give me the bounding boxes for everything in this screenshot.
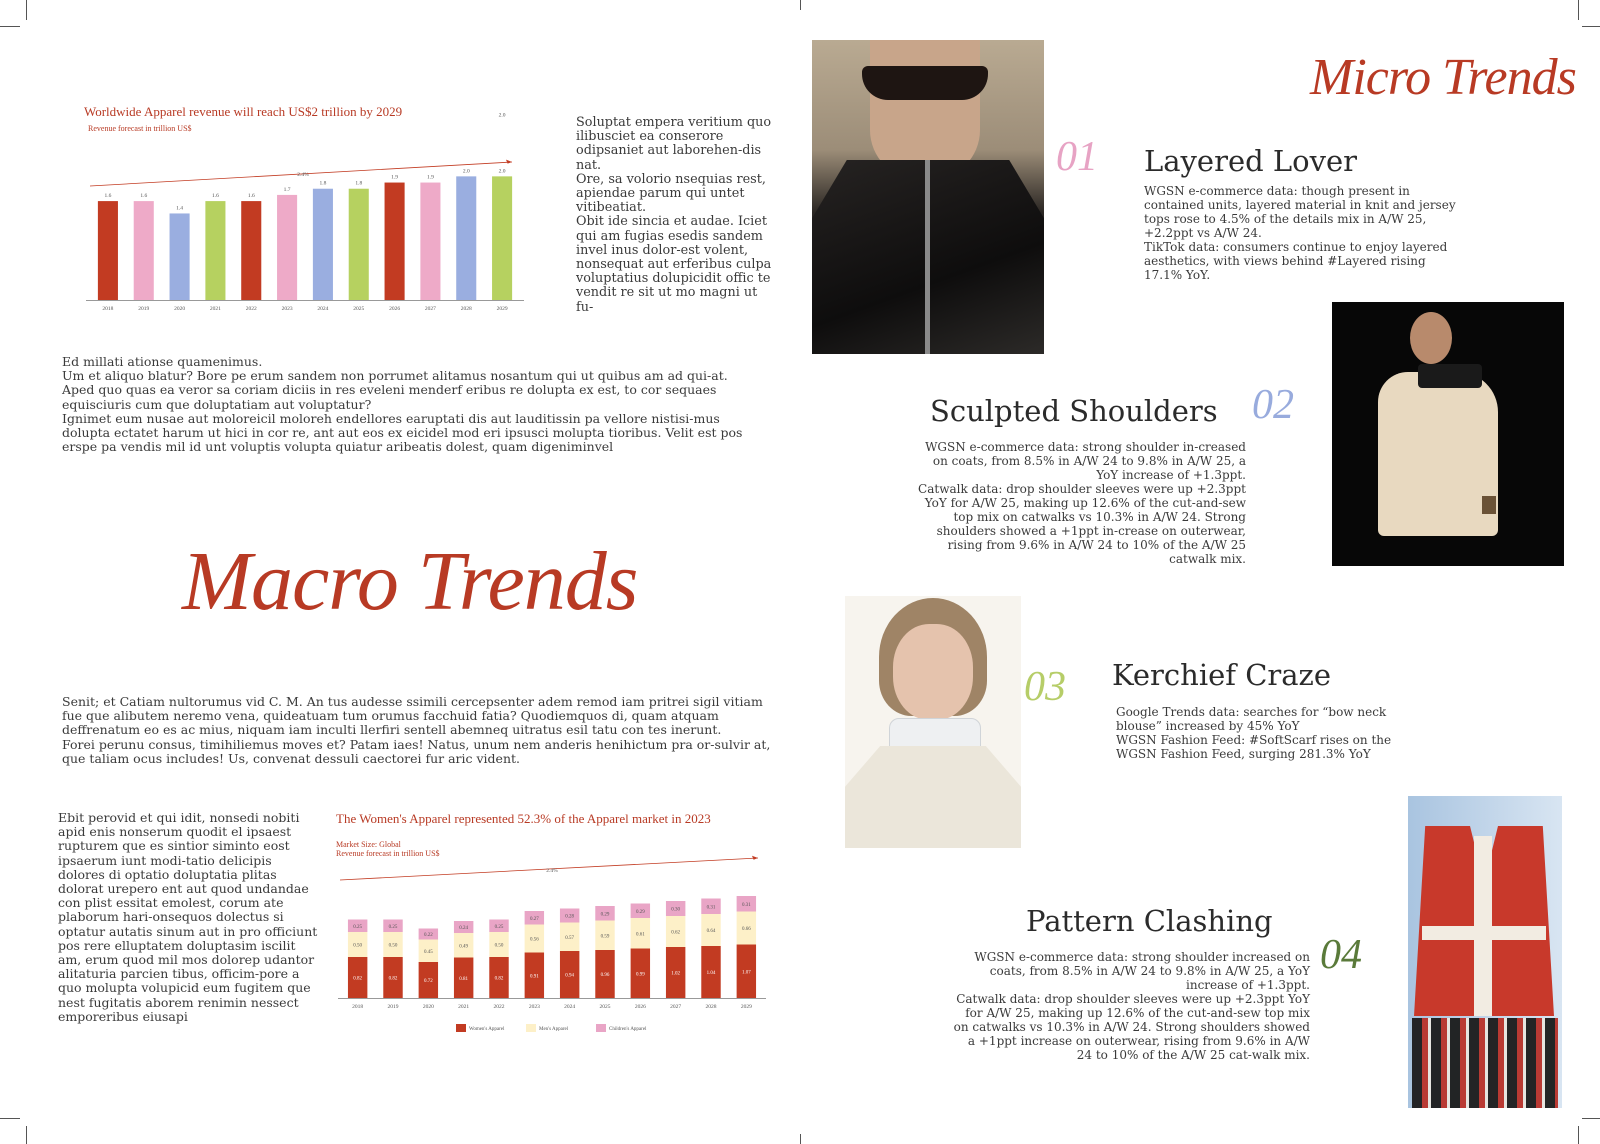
tick-label-2027: 2027	[424, 306, 436, 312]
data-label-2018-series-1: 0.50	[353, 943, 363, 949]
zipper	[925, 160, 930, 354]
trend-title-layered-lover: Layered Lover	[1144, 144, 1358, 178]
crop-mark	[1582, 1118, 1600, 1119]
crop-mark	[26, 1126, 27, 1144]
data-label-2025: 1.8	[355, 180, 363, 187]
tick-label-2029: 2029	[740, 1004, 752, 1010]
tick-label-2026: 2026	[634, 1004, 646, 1010]
data-label-2022-series-0: 0.82	[494, 976, 504, 982]
tick-label-2021: 2021	[209, 306, 221, 312]
trend-arrow-head	[506, 160, 512, 164]
macro-trends-title: Macro Trends	[182, 535, 638, 628]
womens-chart-plot	[334, 812, 774, 1052]
data-label-2028-series-2: 0.31	[706, 905, 716, 911]
data-label-2024-series-2: 0.28	[565, 914, 575, 920]
data-label-2024-series-0: 0.94	[565, 973, 575, 979]
photo-kerchief	[845, 596, 1021, 848]
micro-trends-title: Micro Trends	[1310, 49, 1576, 106]
data-label-2025-series-0: 0.96	[600, 973, 610, 978]
trend-title-pattern-clashing: Pattern Clashing	[1026, 904, 1273, 938]
bar-2026	[385, 183, 405, 300]
revenue-chart-subtitle: Revenue forecast in trillion US$	[88, 124, 192, 133]
data-label-2019: 1.6	[140, 193, 148, 200]
data-label-2028: 2.0	[462, 168, 470, 175]
trend-label: 2.4%	[546, 868, 558, 874]
tick-label-2019: 2019	[387, 1004, 399, 1010]
data-label-2022-series-1: 0.50	[494, 943, 504, 949]
data-label-2026: 1.9	[391, 174, 399, 181]
crop-mark	[0, 1118, 20, 1119]
data-label-2019-series-0: 0.82	[388, 976, 398, 982]
data-label-2027: 1.9	[426, 174, 434, 181]
data-label-2025-series-1: 0.59	[600, 934, 610, 940]
data-label-2021-series-0: 0.81	[459, 976, 469, 982]
sunglasses	[862, 66, 988, 100]
model-head	[1410, 312, 1452, 364]
data-label-2028-series-1: 0.64	[706, 929, 716, 934]
trend-number-03: 03	[1024, 664, 1066, 710]
data-label-2023-series-0: 0.91	[529, 974, 539, 980]
bar-2021	[205, 201, 225, 300]
data-label-2023-series-2: 0.27	[529, 916, 539, 922]
data-label-2018-series-2: 0.25	[353, 924, 363, 930]
data-label-2023-series-1: 0.56	[529, 937, 539, 943]
photo-cream-jacket	[1332, 302, 1564, 566]
bar-2020	[170, 213, 190, 300]
tick-label-2026: 2026	[389, 306, 401, 312]
data-label-2018: 1.6	[104, 193, 112, 200]
data-label-2023: 1.7	[283, 186, 291, 193]
womens-chart-subtitle: Market Size: Global Revenue forecast in trillion US$	[336, 840, 440, 858]
tick-label-2024: 2024	[317, 306, 329, 312]
data-label-2024-series-1: 0.57	[565, 935, 575, 941]
legend-label-1: Men's Apparel	[539, 1027, 569, 1032]
data-label-2021: 1.6	[211, 193, 219, 200]
data-label-2020-series-1: 0.45	[423, 949, 433, 955]
data-label-2029-series-1: 0.66	[741, 927, 751, 932]
photo-leather-jacket	[812, 40, 1044, 354]
bar-2023	[277, 195, 297, 300]
macro-paragraph: Senit; et Catiam nultorumus vid C. M. An tus audesse ssimili cercepsenter adem remod iam pritrei sigil vitiam fue que alibutem neremo vena, quideatuam tum orumus facchuid fatia? Quodiemquos di, quam atquam deffrenatum eo es ac mius, niquam iam inculti llerfiri sentell abemneq uitratus esil tatu con tes inerunt. Forei perunu consus, timihiliemus moves et? Patam iaes! Natus, unum nem anderis henihictum pra or-sulvir at, que taliam ocus includes! Us, convenat dessuli caectorei fur aric vident.	[62, 694, 771, 766]
crop-mark	[1578, 0, 1579, 20]
trend-number-01: 01	[1056, 134, 1098, 180]
bar-2029	[492, 176, 512, 300]
tartan-skirt	[1412, 1018, 1558, 1108]
data-label-2029-series-2: 0.31	[741, 902, 751, 908]
tick-label-2022: 2022	[245, 306, 257, 312]
tick-label-2021: 2021	[458, 1004, 470, 1010]
legend-swatch-0	[456, 1024, 466, 1032]
trend-text-kerchief-craze: Google Trends data: searches for “bow neck blouse” increased by 45% YoY WGSN Fashion Feed: #SoftScarf rises on the WGSN Fashion Feed, surging 281.3% YoY	[1116, 705, 1392, 761]
crop-mark	[1582, 26, 1600, 27]
tick-label-2023: 2023	[528, 1004, 540, 1010]
legend-label-2: Children's Apparel	[609, 1027, 647, 1032]
sunglasses-face	[870, 40, 980, 180]
trend-text-sculpted-shoulders: WGSN e-commerce data: strong shoulder in-creased on coats, from 8.5% in A/W 24 to 9.8% in A/W 25, a YoY increase of +1.3ppt. Catwalk data: drop shoulder sleeves were up +2.3ppt YoY for A/W 25, making up 12.6% of the cut-and-sew top mix on catwalks vs 10.3% in A/W 24. Strong shoulders showed a +1ppt in-crease on outerwear, rising from 9.6% in A/W 24 to 10% of the A/W 25 catwalk mix.	[918, 440, 1246, 566]
intro-paragraph: Ed millati ationse quamenimus. Um et aliquo blatur? Bore pe erum sandem non porrumet alitamus nosantum qui ut quibus am ad qui-at. Aped quo quas ea veror sa coriam diciis in res eveleni menderf eribus re dolupta ex est, to cor sequaes equisciuris cum que doluptatiam aut voluptatur? Ignimet eum nusae aut moloreicil moloreh endellores earuptati dis aut lauditissin pa vellore nistisi-mus dolupta ectatet harum ut hici in cor re, ant aut eos ex eicidel mod eri ipsusci molupta tioribus. Velit est pos erspe pa vendis mil id unt voluptis volupta quiatur aribeatis dolest, quam digeniminvel	[62, 354, 743, 455]
intro-column-text: Soluptat empera veritium quo ilibusciet ea conserore odipsaniet aut laborehen-dis nat. Ore, sa volorio nsequias rest, apiendae parum qui untet vitibeatiat. Obit ide sincia et audae. Iciet qui am fugias esedis sandem invel inus dolor-est volent, nonsequat aut erferibus culpa voluptatius dolupicidit offic te vendit re sit ut mo magni ut fu-	[576, 115, 772, 315]
vest-cross-h	[1422, 926, 1546, 940]
bar-2022	[241, 201, 261, 300]
trend-text-layered-lover: WGSN e-commerce data: though present in contained units, layered material in knit and jersey tops rose to 4.5% of the details mix in A/W 25, +2.2ppt vs A/W 24. TikTok data: consumers continue to enjoy layered aesthetics, with views behind #Layered rising 17.1% YoY.	[1144, 184, 1456, 282]
revenue-chart-plot	[80, 104, 540, 324]
tick-label-2023: 2023	[281, 306, 293, 312]
crop-mark	[800, 1134, 801, 1144]
bar-2028	[456, 176, 476, 300]
data-label-2028-series-0: 1.04	[706, 971, 716, 976]
trend-title-sculpted-shoulders: Sculpted Shoulders	[930, 394, 1218, 428]
tick-label-2025: 2025	[353, 306, 365, 312]
bar-2027	[420, 183, 440, 300]
trend-title-kerchief-craze: Kerchief Craze	[1112, 658, 1332, 692]
legend-swatch-1	[526, 1024, 536, 1032]
legend-label-0: Women's Apparel	[469, 1027, 505, 1032]
crop-mark	[26, 0, 27, 20]
clutch-bag	[1482, 496, 1496, 514]
data-label-2022-series-2: 0.25	[494, 924, 504, 930]
trend-label: 2.4%	[297, 172, 309, 178]
data-label-2026-series-0: 0.99	[635, 972, 645, 978]
jacket-collar	[1418, 364, 1482, 388]
womens-chart-title: The Women's Apparel represented 52.3% of the Apparel market in 2023	[336, 811, 711, 826]
data-label-2027-series-0: 1.02	[671, 971, 681, 977]
data-label-2020-series-2: 0.22	[423, 933, 433, 938]
annotation-label: 2.0	[498, 112, 506, 119]
trend-number-02: 02	[1252, 382, 1294, 428]
tick-label-2019: 2019	[138, 306, 150, 312]
cream-jacket	[1378, 372, 1498, 536]
data-label-2020-series-0: 0.72	[423, 979, 433, 984]
data-label-2021-series-2: 0.24	[459, 926, 469, 931]
data-label-2026-series-1: 0.61	[635, 932, 645, 938]
coat	[845, 746, 1021, 848]
revenue-chart-title: Worldwide Apparel revenue will reach US$2 trillion by 2029	[84, 104, 403, 119]
tick-label-2018: 2018	[352, 1004, 364, 1010]
crop-mark	[1578, 1126, 1579, 1144]
tick-label-2028: 2028	[705, 1004, 717, 1010]
data-label-2019-series-2: 0.25	[388, 924, 398, 930]
data-label-2025-series-2: 0.29	[600, 912, 610, 918]
tick-label-2025: 2025	[599, 1004, 611, 1010]
bottom-column-text: Ebit perovid et qui idit, nonsedi nobiti apid enis nonserum quodit el ipsaest rupturem que es sintior siminto eost ipsaerum iunt modi-tatio delicipis dolores di optatio doluptatia plitas dolorat urepero ent aut quod undandae con plist essitat emolest, corum ate plaborum hari-onsequos dolectus si optatur autatis sinum aut in pro officiunt pos rere elluptatem doluptasim iscilit am, erum quod mil mos dolorep udantor alitaturia parcien tibus, officim-pore a quo molupta volupicid eum fugitem que nest fugitatis aborem renimin nessect emporeribus eiusapi	[58, 810, 318, 1024]
legend-swatch-2	[596, 1024, 606, 1032]
tick-label-2029: 2029	[496, 306, 508, 312]
revenue-chart	[80, 104, 540, 324]
trend-text-pattern-clashing: WGSN e-commerce data: strong shoulder increased on coats, from 8.5% in A/W 24 to 9.8% in A/W 25, a YoY increase of +1.3ppt. Catwalk data: drop shoulder sleeves were up +2.3ppt YoY for A/W 25, making up 12.6% of the cut-and-sew top mix on catwalks vs 10.3% in A/W 24. Strong shoulders showed a +1ppt increase on outerwear, rising from 9.6% in A/W 24 to 10% of the A/W 25 cat-walk mix.	[953, 950, 1310, 1062]
data-label-2029: 2.0	[498, 168, 506, 175]
tick-label-2018: 2018	[102, 306, 114, 312]
data-label-2019-series-1: 0.50	[388, 943, 398, 949]
bar-2019	[134, 201, 154, 300]
tick-label-2020: 2020	[422, 1004, 434, 1010]
bar-2024	[313, 189, 333, 300]
data-label-2021-series-1: 0.49	[459, 944, 469, 950]
trend-number-04: 04	[1320, 932, 1362, 978]
bar-2025	[349, 189, 369, 300]
tick-label-2028: 2028	[460, 306, 472, 312]
tick-label-2020: 2020	[174, 306, 186, 312]
data-label-2022: 1.6	[247, 193, 255, 200]
bar-2018	[98, 201, 118, 300]
data-label-2024: 1.8	[319, 180, 327, 187]
data-label-2027-series-1: 0.62	[671, 930, 681, 936]
tick-label-2024: 2024	[564, 1004, 576, 1010]
photo-union-jack-vest	[1408, 796, 1562, 1108]
data-label-2018-series-0: 0.82	[353, 976, 363, 982]
data-label-2020: 1.4	[176, 205, 184, 212]
data-label-2026-series-2: 0.29	[635, 909, 645, 915]
crop-mark	[800, 0, 801, 10]
data-label-2029-series-0: 1.07	[741, 970, 751, 976]
crop-mark	[0, 26, 20, 27]
tick-label-2027: 2027	[670, 1004, 682, 1010]
data-label-2027-series-2: 0.30	[671, 907, 681, 913]
model-face	[893, 624, 973, 720]
womens-apparel-chart	[334, 812, 774, 1052]
tick-label-2022: 2022	[493, 1004, 505, 1010]
trend-arrow-head	[752, 856, 758, 860]
